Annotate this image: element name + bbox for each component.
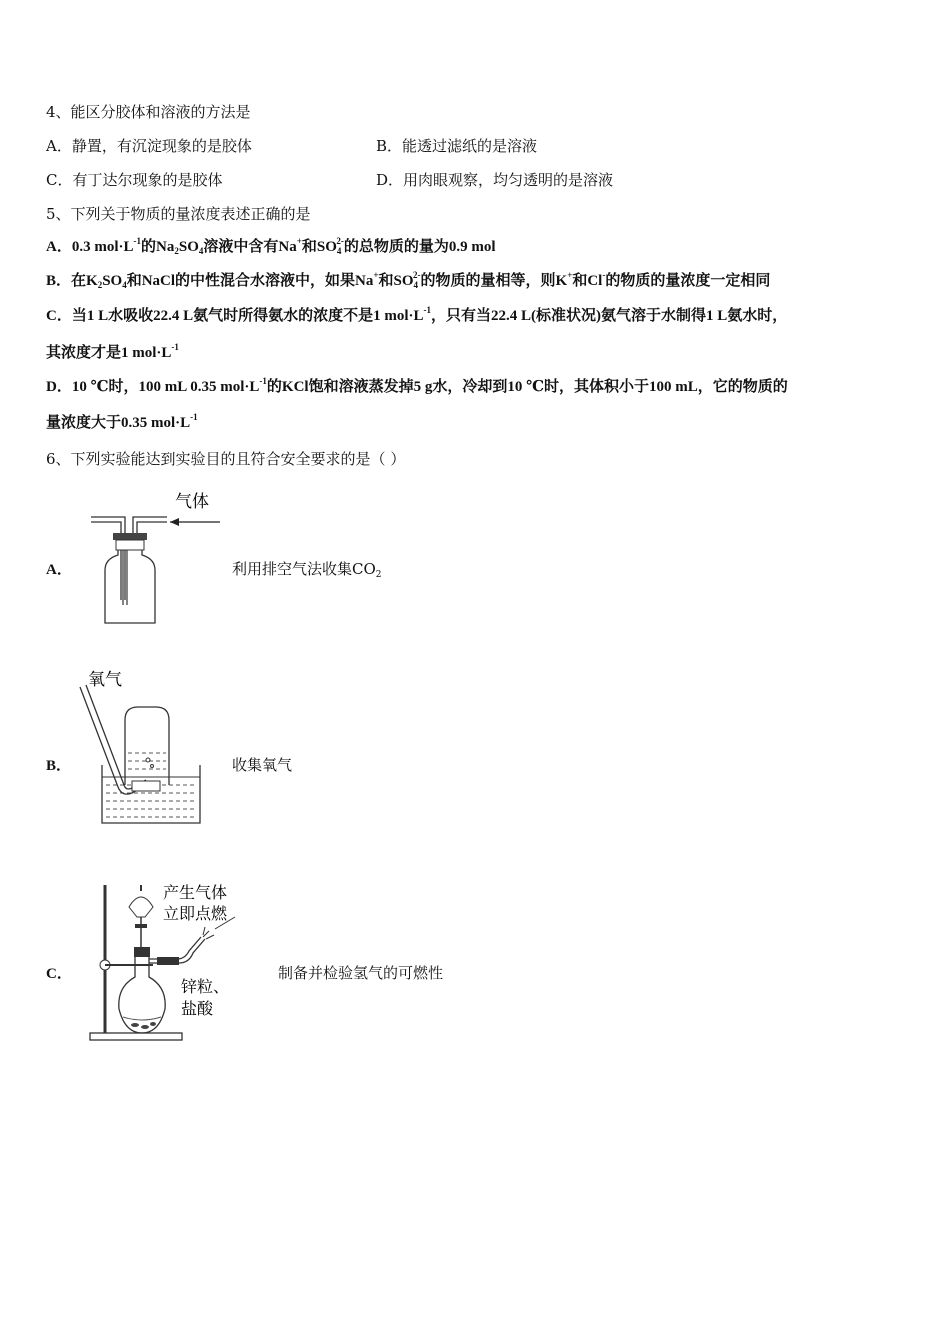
q6-option-b-caption: 收集氧气: [232, 756, 293, 774]
q5-option-d-line2: 量浓度大于0.35 $mol\cdot L^{-1}$: [46, 412, 198, 431]
fig-c-text-2: 立即点燃: [163, 904, 228, 923]
fig-b-oxygen-label: 氧气: [88, 670, 122, 690]
q5-option-a: A．0.3 $mol\cdot L^{-1}$的$Na_2SO_4$溶液中含有Na+和$SO_4^{2-}$的总物质的量为0.9 mol: [46, 236, 496, 256]
q5-option-c-line2: 其浓度才是1 $mol\cdot L^{-1}$: [46, 342, 179, 361]
q6-option-c-label: C．: [46, 966, 72, 982]
hydrogen-apparatus-figure: [85, 877, 255, 1045]
q4-stem: 4、能区分胶体和溶液的方法是: [46, 103, 251, 121]
gas-collection-bottle-figure: [85, 485, 225, 630]
fig-c-text-4: 盐酸: [181, 999, 214, 1018]
q5-stem: 5、下列关于物质的量浓度表述正确的是: [46, 205, 311, 223]
q6-option-c-caption: 制备并检验氢气的可燃性: [278, 964, 444, 982]
q4-option-a: A．静置，有沉淀现象的是胶体: [46, 137, 252, 155]
q6-stem: 6、下列实验能达到实验目的且符合安全要求的是（ ）: [46, 450, 406, 468]
q6-option-b-label: B．: [46, 758, 72, 774]
fig-c-text-3: 锌粒、: [181, 977, 230, 996]
fig-c-text-1: 产生气体: [163, 883, 228, 902]
q5-option-c-line1: C．当1 L水吸收22.4 L氨气时所得氨水的浓度不是1 $mol\cdot L^{-1}$，只有当22.4 L(标准状况)氨气溶于水制得1 L氨水时，: [46, 305, 788, 324]
q4-option-b: B．能透过滤纸的是溶液: [376, 137, 538, 155]
q4-option-c: C．有丁达尔现象的是胶体: [46, 171, 223, 189]
q5-option-d-line1: D．10 ℃时，100 mL 0.35 $mol\cdot L^{-1}$的KCl饱和溶液蒸发掉5 g水，冷却到10 ℃时，其体积小于100 mL，它的物质的: [46, 376, 788, 395]
q4-option-d: D．用肉眼观察，均匀透明的是溶液: [376, 171, 614, 189]
q6-option-a-caption: 利用排空气法收集$CO_2$: [232, 560, 382, 580]
q6-option-a-label: A．: [46, 562, 72, 578]
fig-a-gas-label: 气体: [175, 492, 209, 512]
water-displacement-figure: [70, 665, 210, 830]
q5-option-b: B．在$K_2SO_4$和NaCl的中性混合水溶液中，如果Na+和$SO_4^{2-}$的物质的量相等，则K+和Cl-的物质的量浓度一定相同: [46, 270, 771, 290]
